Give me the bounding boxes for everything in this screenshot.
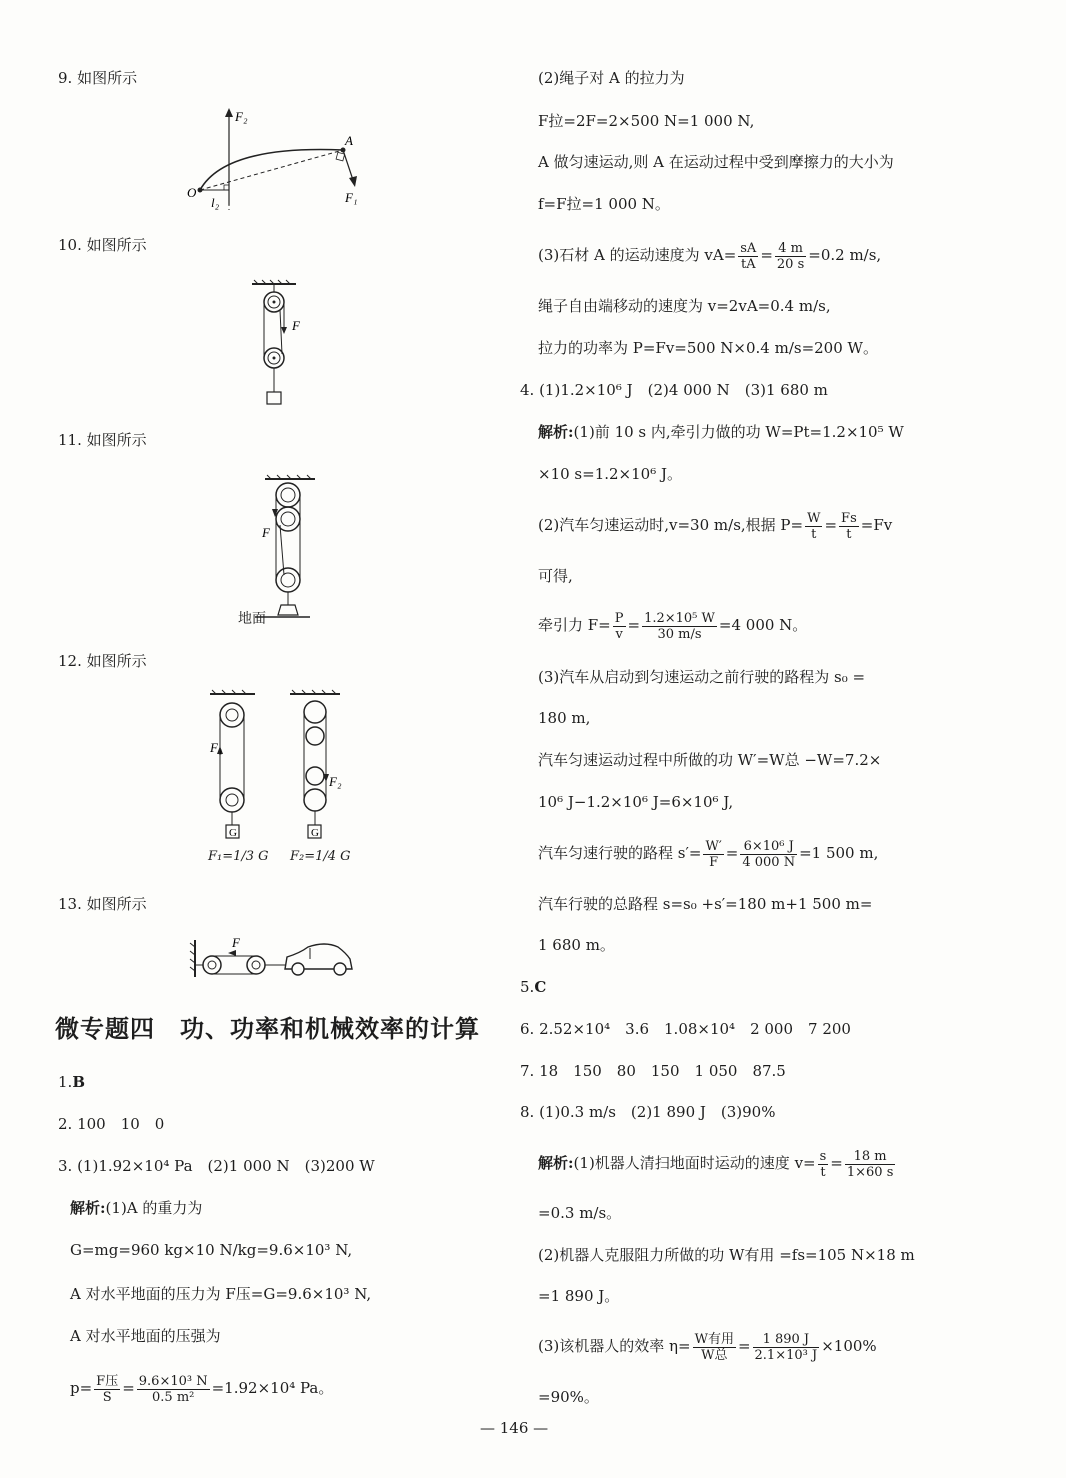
formula-text: (3)该机器人的效率 η= — [538, 1337, 691, 1355]
page-number: — 146 — — [480, 1419, 549, 1437]
answer-4-analysis-line-6: (3)汽车从启动到匀速运动之前行驶的路程为 s₀ = — [538, 668, 866, 686]
answer-3-analysis-line-2: G=mg=960 kg×10 N/kg=9.6×10³ N, — [70, 1241, 353, 1259]
fig9-A-label: A — [345, 133, 353, 148]
question-9-label: 9. 如图所示 — [58, 69, 138, 87]
formula-text: = — [627, 616, 641, 634]
answer-8: 8. (1)0.3 m/s (2)1 890 J (3)90% — [520, 1103, 776, 1121]
formula-text: = — [737, 1337, 751, 1355]
analysis-label: 解析: — [70, 1199, 106, 1217]
fraction — [693, 1332, 736, 1363]
denominator: v — [615, 626, 623, 642]
fraction — [845, 1149, 896, 1180]
formula-text: (2)汽车匀速运动时,v=30 m/s,根据 P= — [538, 516, 804, 534]
right-line-3: A 做匀速运动,则 A 在运动过程中受到摩擦力的大小为 — [538, 153, 894, 171]
fig12-F1-label: F₁ — [210, 740, 223, 755]
question-12-label: 12. 如图所示 — [58, 652, 147, 670]
figure-9-lever — [185, 105, 365, 219]
fig12-G2-label: G — [311, 827, 319, 839]
denominator: 4 000 N — [742, 854, 796, 870]
fig13-F-label: F — [232, 935, 240, 950]
answer-3-analysis-line-5 — [70, 1370, 333, 1406]
numerator: W′ — [705, 838, 722, 854]
answer-4-analysis-line-4: 可得, — [538, 567, 573, 585]
question-11-label: 11. 如图所示 — [58, 431, 147, 449]
analysis-text: (1)前 10 s 内,牵引力做的功 W=Pt=1.2×10⁵ W — [573, 423, 904, 441]
right-line-2: F拉=2F=2×500 N=1 000 N, — [538, 112, 755, 130]
answer-3: 3. (1)1.92×10⁴ Pa (2)1 000 N (3)200 W — [58, 1157, 375, 1175]
answer-4-analysis-line-2: ×10 s=1.2×10⁶ J。 — [538, 465, 682, 483]
numerator: 4 m — [775, 241, 806, 257]
numerator: Fs — [841, 510, 857, 526]
fig9-F1-label: F₁ — [345, 190, 358, 205]
answer-4-analysis-line-10 — [538, 835, 878, 871]
formula-text: 汽车匀速行驶的路程 s′= — [538, 844, 702, 862]
denominator: t — [820, 1164, 826, 1180]
numerator: 9.6×10³ N — [138, 1373, 208, 1389]
answer-7: 7. 18 150 80 150 1 050 87.5 — [520, 1062, 786, 1080]
analysis-label: 解析: — [538, 423, 574, 441]
answer-4-analysis-line-11: 汽车行驶的总路程 s=s₀ +s′=180 m+1 500 m= — [538, 895, 873, 913]
fraction — [818, 1149, 829, 1180]
fraction — [137, 1374, 210, 1405]
answer-5-choice: C — [534, 978, 547, 996]
right-line-6: 绳子自由端移动的速度为 v=2vA=0.4 m/s, — [538, 297, 831, 315]
denominator: 30 m/s — [657, 626, 702, 642]
denominator: W总 — [701, 1347, 728, 1363]
formula-text: = — [830, 1154, 843, 1172]
fig9-l2-label: l₂ — [211, 195, 220, 210]
formula-text: (1)机器人清扫地面时运动的速度 v= — [573, 1154, 816, 1172]
denominator: S — [102, 1389, 112, 1405]
formula-text: 牵引力 F= — [538, 616, 611, 634]
denominator: 20 s — [776, 256, 805, 272]
denominator: F — [709, 854, 719, 870]
formula-text: =1.92×10⁴ Pa。 — [211, 1379, 334, 1397]
answer-4-analysis-line-5 — [538, 607, 807, 643]
answer-6: 6. 2.52×10⁴ 3.6 1.08×10⁴ 2 000 7 200 — [520, 1020, 851, 1038]
right-line-4: f=F拉=1 000 N。 — [538, 195, 670, 213]
answer-8-analysis-line-6: =90%。 — [538, 1388, 599, 1406]
question-10-label: 10. 如图所示 — [58, 236, 147, 254]
fig12-G1-label: G — [229, 827, 237, 839]
fraction — [775, 241, 806, 272]
figure-10-pulley — [250, 280, 310, 414]
fig11-F-label: F — [262, 525, 270, 540]
formula-text: = — [122, 1379, 135, 1397]
answer-5-number: 5. — [520, 978, 535, 996]
denominator: 1×60 s — [846, 1164, 894, 1180]
answer-5 — [520, 977, 546, 997]
answer-4-analysis-line-1 — [538, 422, 904, 442]
fraction — [839, 511, 859, 542]
formula-text: =1 500 m, — [799, 844, 879, 862]
formula-text: (3)石材 A 的运动速度为 vA= — [538, 246, 737, 264]
numerator: sA — [740, 240, 757, 256]
right-line-7: 拉力的功率为 P=Fv=500 N×0.4 m/s=200 W。 — [538, 339, 878, 357]
fraction — [94, 1374, 120, 1405]
numerator: 1 890 J — [753, 1332, 820, 1348]
denominator: 2.1×10³ J — [754, 1347, 818, 1363]
answer-8-analysis-line-4: =1 890 J。 — [538, 1287, 620, 1305]
right-line-5 — [538, 237, 881, 273]
formula-text: ×100% — [821, 1337, 877, 1355]
formula-text: p= — [70, 1379, 93, 1397]
answer-1-choice: B — [72, 1073, 85, 1091]
fraction — [740, 839, 797, 870]
fig12-F2-label: F₂ — [329, 774, 342, 789]
answer-8-analysis-line-5 — [538, 1328, 877, 1364]
answer-4-analysis-line-12: 1 680 m。 — [538, 936, 615, 954]
answer-4-analysis-line-3 — [538, 507, 892, 543]
right-line-1: (2)绳子对 A 的拉力为 — [538, 69, 685, 87]
analysis-label: 解析: — [538, 1154, 574, 1172]
formula-text: =0.2 m/s, — [808, 246, 882, 264]
analysis-text: (1)A 的重力为 — [105, 1199, 203, 1217]
denominator: t — [811, 526, 817, 542]
denominator: tA — [740, 256, 756, 272]
answer-8-analysis-line-3: (2)机器人克服阻力所做的功 W有用 =fs=105 N×18 m — [538, 1246, 915, 1264]
fraction — [738, 241, 758, 272]
answer-3-analysis-line-1 — [70, 1198, 202, 1218]
numerator: F压 — [96, 1373, 119, 1389]
numerator: s — [819, 1148, 827, 1164]
fig9-F2-label: F₂ — [235, 109, 248, 124]
numerator: 6×10⁶ J — [740, 839, 797, 855]
denominator: 0.5 m² — [152, 1389, 195, 1405]
answer-1 — [58, 1072, 85, 1092]
answer-3-analysis-line-3: A 对水平地面的压力为 F压=G=9.6×10³ N, — [70, 1285, 372, 1303]
answer-4-analysis-line-9: 10⁶ J−1.2×10⁶ J=6×10⁶ J, — [538, 793, 734, 811]
fraction — [703, 839, 723, 870]
answer-2: 2. 100 10 0 — [58, 1115, 165, 1133]
formula-text: = — [760, 246, 773, 264]
answer-4-analysis-line-7: 180 m, — [538, 709, 591, 727]
formula-text: =Fv — [860, 516, 893, 534]
numerator: 1.2×10⁵ W — [644, 610, 715, 626]
answer-4: 4. (1)1.2×10⁶ J (2)4 000 N (3)1 680 m — [520, 381, 828, 399]
fig11-ground-label: 地面 — [238, 611, 266, 627]
formula-text: = — [725, 844, 739, 862]
answer-1-number: 1. — [58, 1073, 73, 1091]
question-13-label: 13. 如图所示 — [58, 895, 147, 913]
answer-3-analysis-line-4: A 对水平地面的压强为 — [70, 1327, 221, 1345]
fig12-caption-1: F₁=1/3 G — [208, 849, 269, 864]
numerator: P — [614, 610, 624, 626]
answer-4-analysis-line-8: 汽车匀速运动过程中所做的功 W′=W总 −W=7.2× — [538, 751, 882, 769]
fraction — [642, 611, 717, 642]
fraction — [805, 511, 822, 542]
answer-8-analysis-line-1 — [538, 1145, 897, 1181]
fraction — [753, 1332, 820, 1363]
figure-12-pulleys — [205, 690, 355, 869]
numerator: W有用 — [694, 1331, 734, 1347]
fraction — [613, 611, 626, 642]
denominator: t — [846, 526, 852, 542]
figure-13-car-pulley — [190, 935, 360, 984]
formula-text: =4 000 N。 — [718, 616, 808, 634]
section-title: 微专题四 功、功率和机械效率的计算 — [55, 1015, 480, 1043]
numerator: 18 m — [845, 1149, 896, 1165]
formula-text: = — [824, 516, 838, 534]
answer-8-analysis-line-2: =0.3 m/s。 — [538, 1204, 622, 1222]
fig9-O-label: O — [187, 185, 197, 200]
fig12-caption-2: F₂=1/4 G — [290, 849, 351, 864]
numerator: W — [807, 510, 821, 526]
fig10-F-label: F — [292, 318, 300, 333]
